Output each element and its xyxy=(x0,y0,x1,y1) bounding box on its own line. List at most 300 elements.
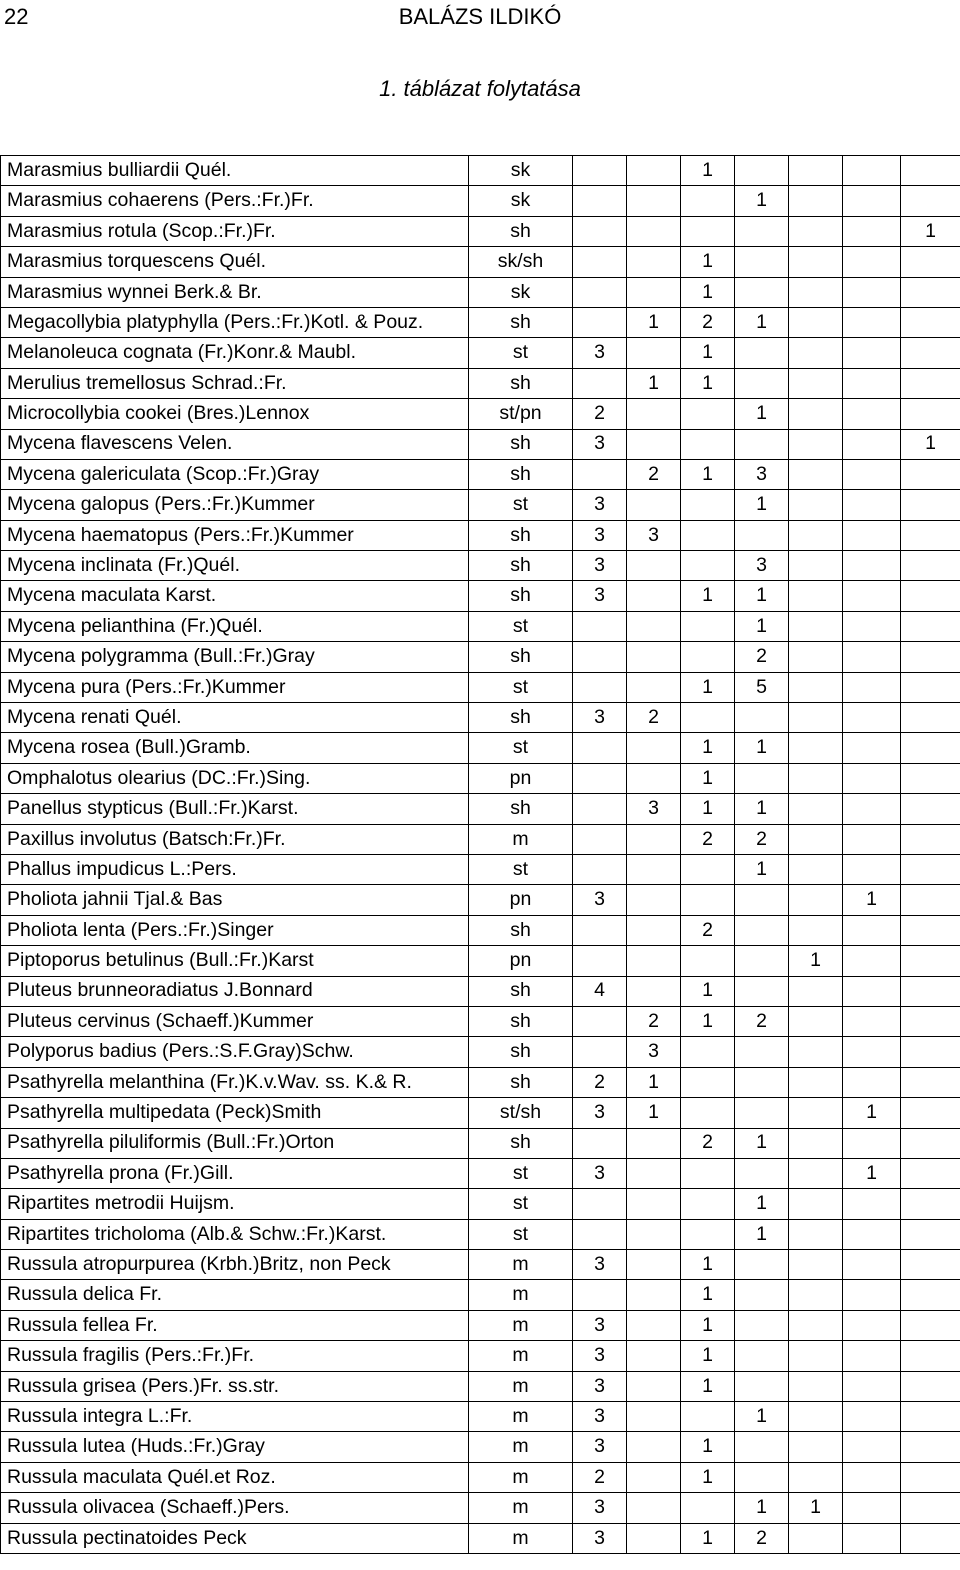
substrate-cell: m xyxy=(469,1341,573,1371)
table-row xyxy=(1,277,960,307)
value-cell: 1 xyxy=(681,733,735,763)
value-cell xyxy=(627,429,681,459)
value-cell xyxy=(901,551,960,581)
species-name-cell: Russula pectinatoides Peck xyxy=(1,1523,469,1553)
substrate-cell: m xyxy=(469,824,573,854)
value-cell: 1 xyxy=(735,1189,789,1219)
value-cell xyxy=(843,1006,901,1036)
value-cell xyxy=(901,885,960,915)
value-cell xyxy=(789,307,843,337)
value-cell xyxy=(627,1158,681,1188)
value-cell: 1 xyxy=(789,1493,843,1523)
table-row xyxy=(1,1310,960,1340)
value-cell xyxy=(789,581,843,611)
value-cell xyxy=(627,156,681,186)
value-cell xyxy=(789,186,843,216)
value-cell: 2 xyxy=(627,459,681,489)
value-cell xyxy=(843,763,901,793)
value-cell xyxy=(573,672,627,702)
value-cell: 3 xyxy=(573,338,627,368)
value-cell xyxy=(843,216,901,246)
value-cell: 1 xyxy=(843,1098,901,1128)
species-name-cell: Mycena rosea (Bull.)Gramb. xyxy=(1,733,469,763)
value-cell xyxy=(627,1523,681,1553)
table-row xyxy=(1,459,960,489)
substrate-cell: sh xyxy=(469,581,573,611)
value-cell: 1 xyxy=(901,216,960,246)
table-row xyxy=(1,763,960,793)
value-cell xyxy=(901,399,960,429)
value-cell xyxy=(627,915,681,945)
value-cell xyxy=(627,186,681,216)
value-cell xyxy=(789,429,843,459)
substrate-cell: st/sh xyxy=(469,1098,573,1128)
value-cell xyxy=(627,1128,681,1158)
table-row xyxy=(1,1128,960,1158)
value-cell xyxy=(843,854,901,884)
value-cell xyxy=(627,854,681,884)
value-cell xyxy=(901,581,960,611)
species-name-cell: Polyporus badius (Pers.:S.F.Gray)Schw. xyxy=(1,1037,469,1067)
value-cell xyxy=(573,1280,627,1310)
species-name-cell: Russula fellea Fr. xyxy=(1,1310,469,1340)
value-cell xyxy=(573,854,627,884)
value-cell xyxy=(901,1280,960,1310)
value-cell: 2 xyxy=(573,1067,627,1097)
value-cell: 2 xyxy=(573,399,627,429)
value-cell: 1 xyxy=(681,581,735,611)
species-name-cell: Mycena pelianthina (Fr.)Quél. xyxy=(1,611,469,641)
value-cell xyxy=(789,885,843,915)
substrate-cell: st xyxy=(469,338,573,368)
value-cell xyxy=(843,368,901,398)
table-row xyxy=(1,247,960,277)
value-cell xyxy=(901,1158,960,1188)
value-cell: 3 xyxy=(735,551,789,581)
table-row xyxy=(1,1341,960,1371)
value-cell xyxy=(789,672,843,702)
substrate-cell: sh xyxy=(469,794,573,824)
species-name-cell: Pholiota lenta (Pers.:Fr.)Singer xyxy=(1,915,469,945)
value-cell xyxy=(901,915,960,945)
value-cell xyxy=(735,915,789,945)
value-cell: 1 xyxy=(681,1462,735,1492)
substrate-cell: pn xyxy=(469,946,573,976)
value-cell xyxy=(843,581,901,611)
value-cell xyxy=(627,885,681,915)
value-cell xyxy=(573,307,627,337)
species-name-cell: Panellus stypticus (Bull.:Fr.)Karst. xyxy=(1,794,469,824)
species-name-cell: Russula maculata Quél.et Roz. xyxy=(1,1462,469,1492)
species-name-cell: Marasmius wynnei Berk.& Br. xyxy=(1,277,469,307)
table-row xyxy=(1,672,960,702)
table-row xyxy=(1,1219,960,1249)
table-row xyxy=(1,1523,960,1553)
species-name-cell: Psathyrella piluliformis (Bull.:Fr.)Orton xyxy=(1,1128,469,1158)
value-cell xyxy=(789,368,843,398)
value-cell xyxy=(901,338,960,368)
value-cell xyxy=(627,763,681,793)
value-cell: 1 xyxy=(901,429,960,459)
value-cell: 3 xyxy=(573,1493,627,1523)
value-cell xyxy=(901,1310,960,1340)
value-cell xyxy=(843,1128,901,1158)
substrate-cell: st xyxy=(469,1158,573,1188)
species-name-cell: Psathyrella multipedata (Peck)Smith xyxy=(1,1098,469,1128)
value-cell xyxy=(735,1371,789,1401)
table-row xyxy=(1,915,960,945)
species-name-cell: Russula integra L.:Fr. xyxy=(1,1402,469,1432)
value-cell xyxy=(843,642,901,672)
value-cell xyxy=(789,490,843,520)
value-cell xyxy=(627,1432,681,1462)
value-cell xyxy=(843,703,901,733)
value-cell xyxy=(573,1219,627,1249)
value-cell: 3 xyxy=(735,459,789,489)
substrate-cell: m xyxy=(469,1280,573,1310)
substrate-cell: m xyxy=(469,1371,573,1401)
value-cell xyxy=(627,581,681,611)
value-cell xyxy=(681,703,735,733)
substrate-cell: sk xyxy=(469,156,573,186)
value-cell xyxy=(843,824,901,854)
value-cell xyxy=(901,459,960,489)
value-cell: 1 xyxy=(735,1493,789,1523)
value-cell: 3 xyxy=(627,1037,681,1067)
species-name-cell: Marasmius rotula (Scop.:Fr.)Fr. xyxy=(1,216,469,246)
value-cell xyxy=(789,976,843,1006)
value-cell xyxy=(681,1189,735,1219)
species-name-cell: Mycena renati Quél. xyxy=(1,703,469,733)
value-cell xyxy=(901,1219,960,1249)
value-cell: 3 xyxy=(573,551,627,581)
table-row xyxy=(1,1158,960,1188)
value-cell xyxy=(901,976,960,1006)
species-name-cell: Megacollybia platyphylla (Pers.:Fr.)Kotl. & Pouz. xyxy=(1,307,469,337)
species-name-cell: Russula grisea (Pers.)Fr. ss.str. xyxy=(1,1371,469,1401)
value-cell xyxy=(901,368,960,398)
value-cell xyxy=(627,247,681,277)
value-cell xyxy=(573,186,627,216)
value-cell xyxy=(843,1402,901,1432)
value-cell xyxy=(901,1523,960,1553)
value-cell: 1 xyxy=(681,763,735,793)
value-cell xyxy=(627,824,681,854)
value-cell xyxy=(901,1128,960,1158)
value-cell xyxy=(627,1341,681,1371)
value-cell: 3 xyxy=(573,1250,627,1280)
value-cell xyxy=(843,277,901,307)
value-cell xyxy=(735,429,789,459)
table-row xyxy=(1,794,960,824)
species-name-cell: Mycena pura (Pers.:Fr.)Kummer xyxy=(1,672,469,702)
value-cell xyxy=(573,1189,627,1219)
species-name-cell: Pholiota jahnii Tjal.& Bas xyxy=(1,885,469,915)
value-cell: 5 xyxy=(735,672,789,702)
species-table xyxy=(0,155,960,1554)
value-cell: 2 xyxy=(735,1523,789,1553)
value-cell xyxy=(789,1219,843,1249)
value-cell xyxy=(573,368,627,398)
value-cell: 1 xyxy=(843,885,901,915)
value-cell: 1 xyxy=(681,277,735,307)
value-cell xyxy=(627,216,681,246)
value-cell xyxy=(789,824,843,854)
value-cell: 2 xyxy=(681,824,735,854)
value-cell xyxy=(735,1067,789,1097)
value-cell xyxy=(789,1098,843,1128)
value-cell xyxy=(735,1280,789,1310)
value-cell xyxy=(789,216,843,246)
value-cell xyxy=(681,399,735,429)
value-cell: 3 xyxy=(573,1310,627,1340)
value-cell xyxy=(901,763,960,793)
value-cell xyxy=(843,186,901,216)
species-name-cell: Russula olivacea (Schaeff.)Pers. xyxy=(1,1493,469,1523)
value-cell: 2 xyxy=(627,703,681,733)
value-cell: 1 xyxy=(681,794,735,824)
table-row xyxy=(1,490,960,520)
value-cell xyxy=(681,1493,735,1523)
value-cell xyxy=(573,611,627,641)
table-row xyxy=(1,1250,960,1280)
value-cell xyxy=(681,1037,735,1067)
value-cell xyxy=(843,551,901,581)
value-cell xyxy=(901,611,960,641)
value-cell xyxy=(627,1250,681,1280)
species-name-cell: Microcollybia cookei (Bres.)Lennox xyxy=(1,399,469,429)
substrate-cell: st xyxy=(469,854,573,884)
value-cell xyxy=(627,338,681,368)
value-cell xyxy=(789,1006,843,1036)
value-cell xyxy=(789,1067,843,1097)
value-cell xyxy=(789,854,843,884)
value-cell xyxy=(735,247,789,277)
value-cell xyxy=(627,1493,681,1523)
value-cell xyxy=(843,1280,901,1310)
value-cell xyxy=(735,763,789,793)
table-row xyxy=(1,824,960,854)
species-name-cell: Mycena galericulata (Scop.:Fr.)Gray xyxy=(1,459,469,489)
value-cell xyxy=(901,1493,960,1523)
species-name-cell: Mycena maculata Karst. xyxy=(1,581,469,611)
value-cell: 3 xyxy=(573,490,627,520)
value-cell xyxy=(789,247,843,277)
table-row xyxy=(1,581,960,611)
value-cell: 1 xyxy=(681,1432,735,1462)
value-cell xyxy=(627,399,681,429)
substrate-cell: sh xyxy=(469,915,573,945)
value-cell xyxy=(901,1462,960,1492)
value-cell xyxy=(681,611,735,641)
value-cell xyxy=(681,186,735,216)
value-cell: 4 xyxy=(573,976,627,1006)
value-cell: 1 xyxy=(681,1280,735,1310)
value-cell xyxy=(735,976,789,1006)
value-cell xyxy=(573,946,627,976)
substrate-cell: st xyxy=(469,733,573,763)
species-name-cell: Marasmius torquescens Quél. xyxy=(1,247,469,277)
value-cell: 2 xyxy=(627,1006,681,1036)
value-cell: 1 xyxy=(735,490,789,520)
table-row xyxy=(1,1493,960,1523)
species-name-cell: Marasmius bulliardii Quél. xyxy=(1,156,469,186)
value-cell xyxy=(573,1006,627,1036)
species-name-cell: Marasmius cohaerens (Pers.:Fr.)Fr. xyxy=(1,186,469,216)
substrate-cell: m xyxy=(469,1402,573,1432)
value-cell xyxy=(901,490,960,520)
value-cell xyxy=(627,733,681,763)
value-cell xyxy=(789,1037,843,1067)
value-cell xyxy=(843,946,901,976)
table-row xyxy=(1,1371,960,1401)
value-cell xyxy=(627,551,681,581)
value-cell xyxy=(789,1189,843,1219)
species-table-body xyxy=(1,156,960,1554)
value-cell xyxy=(627,672,681,702)
value-cell xyxy=(735,1250,789,1280)
value-cell xyxy=(681,1219,735,1249)
table-row xyxy=(1,1462,960,1492)
value-cell xyxy=(681,429,735,459)
value-cell: 3 xyxy=(573,885,627,915)
value-cell: 1 xyxy=(681,1341,735,1371)
value-cell xyxy=(681,1098,735,1128)
value-cell xyxy=(901,520,960,550)
table-row xyxy=(1,1098,960,1128)
value-cell xyxy=(843,1067,901,1097)
table-row xyxy=(1,186,960,216)
value-cell xyxy=(735,520,789,550)
value-cell xyxy=(843,156,901,186)
value-cell xyxy=(843,794,901,824)
value-cell xyxy=(681,885,735,915)
value-cell xyxy=(843,915,901,945)
species-name-cell: Mycena haematopus (Pers.:Fr.)Kummer xyxy=(1,520,469,550)
value-cell xyxy=(843,1371,901,1401)
species-name-cell: Pluteus cervinus (Schaeff.)Kummer xyxy=(1,1006,469,1036)
substrate-cell: st xyxy=(469,672,573,702)
value-cell: 1 xyxy=(681,459,735,489)
value-cell: 1 xyxy=(843,1158,901,1188)
value-cell xyxy=(789,1432,843,1462)
substrate-cell: sh xyxy=(469,976,573,1006)
value-cell xyxy=(627,1402,681,1432)
table-row xyxy=(1,338,960,368)
value-cell: 3 xyxy=(573,1371,627,1401)
value-cell xyxy=(843,1037,901,1067)
value-cell xyxy=(789,1371,843,1401)
value-cell xyxy=(789,794,843,824)
value-cell xyxy=(789,1158,843,1188)
value-cell xyxy=(789,520,843,550)
value-cell xyxy=(735,1158,789,1188)
value-cell xyxy=(789,156,843,186)
value-cell xyxy=(901,946,960,976)
value-cell: 1 xyxy=(735,854,789,884)
value-cell xyxy=(735,156,789,186)
value-cell xyxy=(573,763,627,793)
value-cell xyxy=(573,459,627,489)
substrate-cell: m xyxy=(469,1493,573,1523)
value-cell xyxy=(843,247,901,277)
table-row xyxy=(1,1006,960,1036)
running-head: BALÁZS ILDIKÓ xyxy=(398,4,562,29)
species-name-cell: Mycena galopus (Pers.:Fr.)Kummer xyxy=(1,490,469,520)
value-cell xyxy=(789,1341,843,1371)
value-cell: 1 xyxy=(735,794,789,824)
value-cell xyxy=(789,459,843,489)
value-cell xyxy=(681,520,735,550)
table-row xyxy=(1,520,960,550)
value-cell xyxy=(901,156,960,186)
table-row xyxy=(1,703,960,733)
substrate-cell: sh xyxy=(469,642,573,672)
substrate-cell: sh xyxy=(469,1037,573,1067)
substrate-cell: m xyxy=(469,1250,573,1280)
value-cell xyxy=(901,703,960,733)
substrate-cell: st xyxy=(469,1189,573,1219)
substrate-cell: sh xyxy=(469,216,573,246)
table-row xyxy=(1,1067,960,1097)
value-cell xyxy=(901,824,960,854)
value-cell xyxy=(843,611,901,641)
value-cell: 1 xyxy=(681,247,735,277)
value-cell: 3 xyxy=(573,581,627,611)
table-row xyxy=(1,216,960,246)
table-row xyxy=(1,1280,960,1310)
species-name-cell: Russula lutea (Huds.:Fr.)Gray xyxy=(1,1432,469,1462)
value-cell xyxy=(627,946,681,976)
value-cell xyxy=(789,1280,843,1310)
value-cell xyxy=(627,1371,681,1401)
species-name-cell: Russula delica Fr. xyxy=(1,1280,469,1310)
table-row xyxy=(1,551,960,581)
value-cell xyxy=(627,490,681,520)
value-cell xyxy=(573,824,627,854)
table-row xyxy=(1,885,960,915)
value-cell xyxy=(681,551,735,581)
table-row xyxy=(1,307,960,337)
value-cell xyxy=(789,399,843,429)
value-cell xyxy=(789,1523,843,1553)
value-cell xyxy=(843,1250,901,1280)
table-row xyxy=(1,399,960,429)
value-cell xyxy=(901,854,960,884)
value-cell: 2 xyxy=(735,824,789,854)
value-cell xyxy=(627,1310,681,1340)
table-row xyxy=(1,854,960,884)
value-cell xyxy=(901,186,960,216)
species-name-cell: Ripartites metrodii Huijsm. xyxy=(1,1189,469,1219)
species-name-cell: Mycena flavescens Velen. xyxy=(1,429,469,459)
species-name-cell: Ripartites tricholoma (Alb.& Schw.:Fr.)Karst. xyxy=(1,1219,469,1249)
value-cell xyxy=(627,1462,681,1492)
substrate-cell: sk/sh xyxy=(469,247,573,277)
value-cell xyxy=(735,1432,789,1462)
value-cell xyxy=(789,1310,843,1340)
substrate-cell: sh xyxy=(469,1006,573,1036)
value-cell xyxy=(789,733,843,763)
substrate-cell: m xyxy=(469,1523,573,1553)
value-cell xyxy=(843,1493,901,1523)
species-name-cell: Pluteus brunneoradiatus J.Bonnard xyxy=(1,976,469,1006)
value-cell xyxy=(573,216,627,246)
value-cell: 3 xyxy=(573,1098,627,1128)
value-cell xyxy=(901,672,960,702)
value-cell xyxy=(789,1128,843,1158)
value-cell: 3 xyxy=(573,1402,627,1432)
